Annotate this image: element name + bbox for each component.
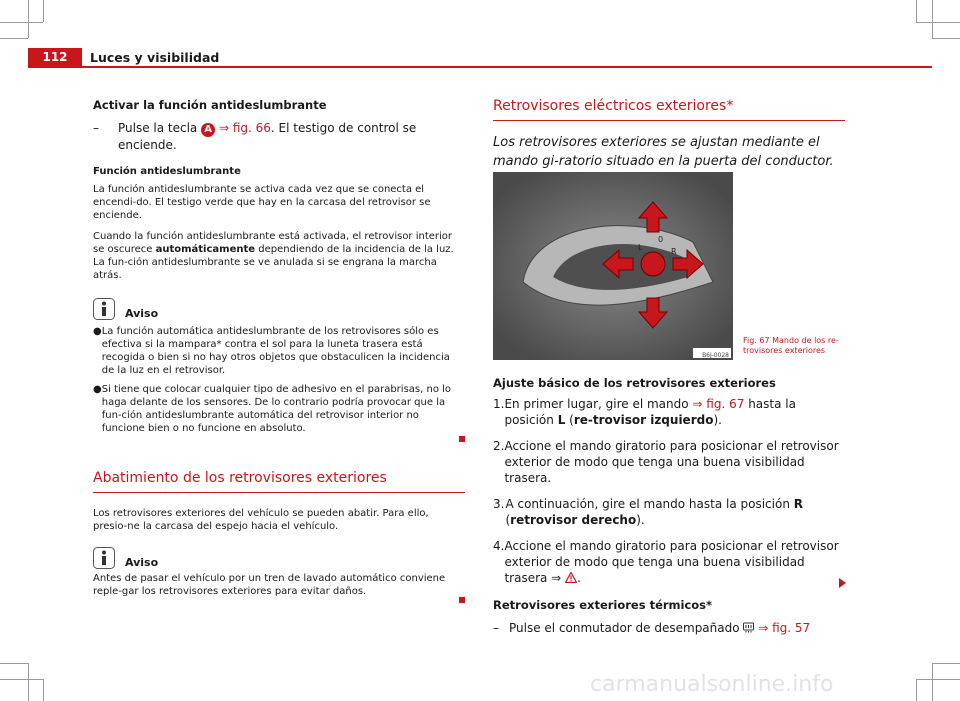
crop-mark: [43, 0, 44, 22]
note-label: Aviso: [125, 307, 159, 320]
page-number: 112: [28, 48, 82, 67]
crop-mark: [0, 38, 28, 39]
paragraph: Antes de pasar el vehículo por un tren de lavado automático conviene reple-gar los retrovisores exteriores para evitar daños.: [93, 573, 446, 597]
crop-mark: [916, 679, 960, 680]
crop-mark: [916, 22, 960, 23]
continue-arrow-icon: [839, 578, 846, 588]
figure-link[interactable]: ⇒ fig. 57: [758, 621, 811, 635]
figure-code: B6J-0028: [702, 352, 729, 359]
watermark: carmanualsonline.info: [590, 672, 834, 697]
instruction-step: [93, 120, 465, 153]
dash: –: [493, 621, 499, 635]
note-header: [93, 547, 465, 569]
mirror-control-illustration: [493, 172, 733, 360]
crop-mark: [932, 663, 960, 664]
step-text: ).: [636, 513, 645, 527]
bullet-icon: ●: [93, 384, 102, 395]
figure-image: [493, 172, 733, 360]
crop-mark: [43, 679, 44, 701]
subheading: Función antideslumbrante: [93, 166, 241, 177]
section-rule: [93, 492, 465, 493]
paragraph: Los retrovisores exteriores del vehículo se pueden abatir. Para ello, presio-ne la carcasa del espejo hacia el vehículo.: [93, 508, 429, 532]
numbered-step: [493, 496, 849, 528]
bullet-icon: ●: [93, 326, 102, 337]
step-bold: re-trovisor izquierdo: [573, 413, 714, 427]
step-number: 2.: [493, 439, 505, 453]
step-text: hasta la posición: [504, 397, 796, 427]
step-text: Pulse el conmutador de desempañado: [509, 621, 740, 635]
step-text: Pulse la tecla: [118, 121, 198, 135]
step-text: (: [565, 413, 574, 427]
warning-triangle-icon[interactable]: [565, 572, 577, 583]
crop-mark: [0, 679, 43, 680]
chapter-title: Luces y visibilidad: [90, 50, 220, 65]
svg-text:R: R: [671, 247, 677, 256]
crop-mark: [932, 0, 933, 38]
crop-mark: [28, 0, 29, 38]
info-note-icon: [93, 298, 115, 320]
text-bold: automáticamente: [155, 244, 256, 255]
right-column: [493, 98, 845, 171]
crop-mark: [28, 663, 29, 701]
svg-text:0: 0: [658, 235, 664, 244]
step-text: A continuación, gire el mando hasta la posición: [505, 497, 794, 511]
crop-mark: [932, 38, 960, 39]
crop-mark: [916, 679, 917, 701]
svg-text:L: L: [638, 243, 643, 252]
numbered-step: [493, 538, 849, 586]
step-text: Accione el mando giratorio para posicionar el retrovisor exterior de modo que tenga una buena visibilidad trasera ⇒: [504, 539, 839, 585]
right-column-lower: [493, 376, 849, 636]
key-a-icon: A: [201, 123, 215, 137]
left-column: [93, 98, 465, 607]
step-text: ).: [713, 413, 722, 427]
step-text: (: [505, 513, 511, 527]
rear-defrost-icon: [743, 622, 754, 633]
step-number: 1.: [493, 397, 505, 411]
step-text-after: . El testigo de control se enciende.: [118, 121, 417, 152]
info-note-icon: [93, 547, 115, 569]
figure-caption: Fig. 67 Mando de los re-trovisores exteriores: [743, 336, 839, 355]
text-span: Cuando la función antideslumbrante está activada, el retrovisor interior se oscurece: [93, 231, 453, 255]
crop-mark: [932, 663, 933, 701]
numbered-step: [493, 438, 849, 486]
bullet-item: [93, 383, 465, 435]
numbered-step: [493, 396, 849, 428]
paragraph: [93, 230, 465, 282]
crop-mark: [0, 22, 43, 23]
crop-mark: [0, 663, 28, 664]
text-span: dependiendo de la incidencia de la luz. La fun-ción antideslumbrante se ve anulada si se engrana la marcha atrás.: [93, 244, 454, 281]
intro-text: Los retrovisores exteriores se ajustan mediante el mando gi-ratorio situado en la puerta del conductor.: [493, 135, 834, 169]
section-title: Abatimiento de los retrovisores exteriores: [93, 470, 387, 486]
step-bold: L: [557, 413, 566, 427]
step-bold: R: [793, 497, 803, 511]
end-square-icon: [459, 436, 465, 442]
paragraph: La función antideslumbrante se activa cada vez que se conecta el encendi-do. El testigo verde que hay en la carcasa del retrovisor se enciende.: [93, 184, 431, 221]
step-number: 4.: [493, 539, 505, 553]
section-title: Retrovisores eléctricos exteriores*: [493, 98, 734, 114]
bullet-text: La función automática antideslumbrante de los retrovisores sólo es efectiva si la mampara* contra el sol para la luneta trasera está recogida o bien si no hay otros objetos que obstaculicen la incidencia de la luz en el retrovisor.: [101, 326, 450, 376]
header-rule: [28, 66, 932, 68]
step-text: En primer lugar, gire el mando: [504, 397, 693, 411]
note-label: Aviso: [125, 556, 159, 569]
figure-link[interactable]: ⇒ fig. 67: [692, 397, 745, 411]
section-subtitle: Activar la función antideslumbrante: [93, 98, 327, 112]
bullet-text: Si tiene que colocar cualquier tipo de adhesivo en el parabrisas, no lo haga delante de los sensores. De lo contrario podría provocar que la fun-ción antideslumbrante automática del retrovisor interior no funcione bien o no funcione en absoluto.: [101, 384, 452, 434]
section-rule: [493, 120, 845, 121]
crop-mark: [916, 0, 917, 22]
figure-link[interactable]: ⇒ fig. 66: [218, 121, 271, 135]
step-text: Accione el mando giratorio para posicionar el retrovisor exterior de modo que tenga una buena visibilidad trasera.: [504, 439, 839, 485]
note-header: [93, 298, 465, 320]
step-bold: retrovisor derecho: [510, 513, 637, 527]
step-number: 3.: [493, 497, 505, 511]
step-text: .: [577, 571, 581, 585]
end-square-icon: [459, 597, 465, 603]
subheading: Ajuste básico de los retrovisores exteriores: [493, 376, 776, 390]
dash: –: [93, 121, 99, 135]
subheading: Retrovisores exteriores térmicos*: [493, 598, 713, 612]
instruction-step: [493, 620, 849, 636]
bullet-item: [93, 325, 465, 377]
